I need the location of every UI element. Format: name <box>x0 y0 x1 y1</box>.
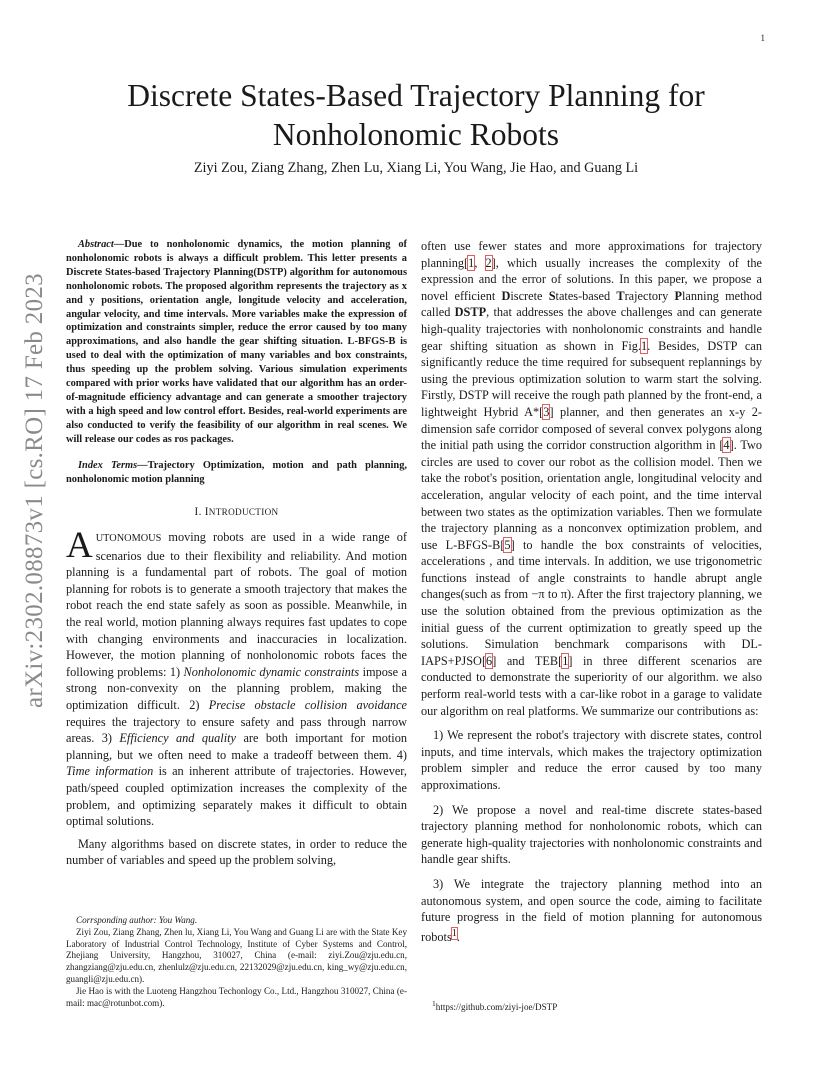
footnote-github-url: $^1$https://github.com/ziyi-joe/DSTP <box>432 999 558 1013</box>
intro-text-c: requires the trajectory to ensure safety and pass through narrow areas. 3) <box>66 714 407 746</box>
citation-link-2[interactable]: 2 <box>485 255 492 270</box>
citation-link-1[interactable]: 1 <box>468 255 475 270</box>
footnote-corresponding-author: Corrsponding author: You Wang. <box>76 915 198 925</box>
contribution-3: 3) We integrate the trajectory planning method into an autonomous system, and open source the code, aiming to facilitate future progress in the field of motion planning for autonomous robots$^1$. <box>421 876 762 944</box>
page-number: 1 <box>760 33 765 43</box>
intro-emphasis-4: Time information <box>66 764 154 779</box>
index-terms <box>66 459 407 487</box>
intro-caps: UTONOMOUS <box>95 533 162 544</box>
citation-link-6[interactable]: 6 <box>486 653 493 668</box>
abstract-label: Abstract <box>78 239 114 250</box>
citation-link-3[interactable]: 3 <box>543 404 550 419</box>
footnote-affiliation-1: Ziyi Zou, Ziang Zhang, Zhen lu, Xiang Li, You Wang and Guang Li are with the State Key Laboratory of Industrial Control Technology, Institute of Cyber Systems and Control, Zhejiang University, Hangzhou, 310027, China (e-mail: ziyi.Zou@zju.edu.cn, zhangziang@zju.edu.cn, zhenlulz@zju.edu.cn, 22132029@zju.edu.cn, king_wy@zju.edu.cn, guangli@zju.edu.cn). <box>66 926 407 984</box>
citation-link-1b[interactable]: 1 <box>562 653 569 668</box>
intro-text-e: is an inherent attribute of trajectories. However, path/speed coupled optimization increases the complexity of the problem, and optimizing separately makes it difficult to obtain optimal solutions. <box>66 764 407 829</box>
title-line-1: Discrete States-Based Trajectory Planning for <box>127 78 705 113</box>
figure-link-1[interactable]: 1 <box>641 338 648 353</box>
intro-text-d: are both important for motion planning, but we often need to make a tradeoff between them. 4) <box>66 731 407 762</box>
index-terms-label: Index Terms <box>78 459 138 471</box>
dstp-name: DSTP <box>454 305 487 320</box>
author-list: Ziyi Zou, Ziang Zhang, Zhen Lu, Xiang Li, You Wang, Jie Hao, and Guang Li <box>193 160 639 176</box>
citation-link-5[interactable]: 5 <box>504 537 511 552</box>
left-footnotes <box>66 915 407 1009</box>
abstract-text: —Due to nonholonomic dynamics, the motion planning of nonholonomic robots is always a difficult problem. This letter presents a Discrete States-based Trajectory Planning(DSTP) algorithm for autonomous nonholonomic robots. The proposed algorithm represents the trajectory as x and y positions, orientation angle, longitude velocity and acceleration, angular velocity, and time intervals. More variables make the expression of optimization and constraints simpler, reduce the error caused by too many approximations, and also handle the gear shifting situation. L-BFGS-B is used to deal with the optimization of many variables and box constraints, thus speeding up the problem solving. Various simulation experiments compared with prior works have validated that our algorithm has an order-of-magnitude efficiency advantage and can generate a smoother trajectory with a high speed and low control effort. Besides, real-world experiments are also conducted to verify the feasibility of our algorithm in real scenes. We will release our codes as ros packages. <box>66 239 407 445</box>
contribution-2: 2) We propose a novel and real-time discrete states-based trajectory planning method for nonholonomic robots, which can generate high-quality trajectories with nonholonomic constraints and handle gear shifts. <box>421 802 762 867</box>
footnote-affiliation-2: Jie Hao is with the Luoteng Hangzhou Techonlogy Co., Ltd., Hangzhou 310027, China (e-mail: mac@rotunbot.com). <box>66 985 407 1008</box>
paper-title <box>66 76 766 154</box>
intro-emphasis-2: Precise obstacle collision avoidance <box>208 697 407 712</box>
intro-paragraph-2: Many algorithms based on discrete states, in order to reduce the number of variables and speed up the problem solving, <box>66 836 407 868</box>
index-terms-text: —Trajectory Optimization, motion and path planning, nonholonomic motion planning <box>66 459 407 485</box>
citation-link-4[interactable]: 4 <box>723 438 730 453</box>
intro-paragraph-1 <box>66 525 407 830</box>
section-title: NTRODUCTION <box>208 507 279 518</box>
title-line-2: Nonholonomic Robots <box>272 117 560 152</box>
intro-text-a: moving robots are used in a wide range of scenarios due to their flexibility and reliability. And motion planning is a fundamental part of robots. The goal of motion planning for robots is to generate a smooth trajectory that makes the robot reach the end state safely as soon as possible. Meanwhile, in the real world, motion planning always requires fast updates to cope with changing environments and inaccuracies in localization. However, the motion planning of nonholonomic robots faces the following problems: 1) <box>66 530 407 679</box>
section-numeral: I. I <box>194 506 209 519</box>
contribution-1: 1) We represent the robot's trajectory with discrete states, control inputs, and time intervals, which makes the trajectory optimization problem simpler and reduce the error caused by too many approximations. <box>421 728 762 792</box>
intro-text-b: impose a strong non-convexity on the planning problem, making the optimization difficult. 2) <box>66 664 407 712</box>
section-heading-introduction <box>66 504 407 521</box>
intro-emphasis-1: Nonholonomic dynamic constraints <box>183 664 360 679</box>
footnote-link-1[interactable]: 1 <box>451 927 457 939</box>
abstract <box>66 238 407 447</box>
drop-cap: A <box>66 525 93 566</box>
arxiv-side-stamp: arXiv:2302.08873v1 [cs.RO] 17 Feb 2023 <box>21 273 48 708</box>
right-column <box>421 238 762 945</box>
intro-emphasis-3: Efficiency and quality <box>119 731 237 746</box>
left-column <box>66 238 407 869</box>
right-paragraph-1: often use fewer states and more approximations for trajectory planning[1, 2], which usually increases the complexity of the expression and the error of solutions. In this paper, we propose a novel efficient Discrete States-based Trajectory Planning method called DSTP, that addresses the above challenges and can generate high-quality trajectories with nonholonomic constraints and handle gear shifting situation as shown in Fig.1. Besides, DSTP can significantly reduce the time required for subsequent replannings by using the previous optimization solution to warm start the solving. Firstly, DSTP will receive the rough path planned by the front-end, a lightweight Hybrid A*[3] planner, and then generates an x-y 2-dimension safe corridor composed of several convex polygons along the initial path using the corridor construction algorithm in [4]. Two circles are used to cover our robot as the collision model. Then we take the robot's position, orientation angle, longitudinal velocity and acceleration, angular velocity of each point, and the time interval between two states as the optimization variables. Then we formulate the trajectory planning as a nonconvex optimization problem, and use L-BFGS-B[5] to handle the box constraints of velocities, accelerations , and time intervals. In addition, we use trigonometric functions instead of angle constraints to handle abrupt angle changes(such as from −π to π). After the first trajectory planning, we use the solution obtained from the previous optimization as the initial guess of the current optimization to greatly speed up the solutions. Simulation benchmark comparisons with DL-IAPS+PJSO[6] and TEB[1] in three different scenarios are conducted to demonstrate the superiority of our algorithm. we also perform real-world tests with a car-like robot in a garage to validate our algorithm on real platforms. We summarize our contributions as: <box>421 239 763 718</box>
